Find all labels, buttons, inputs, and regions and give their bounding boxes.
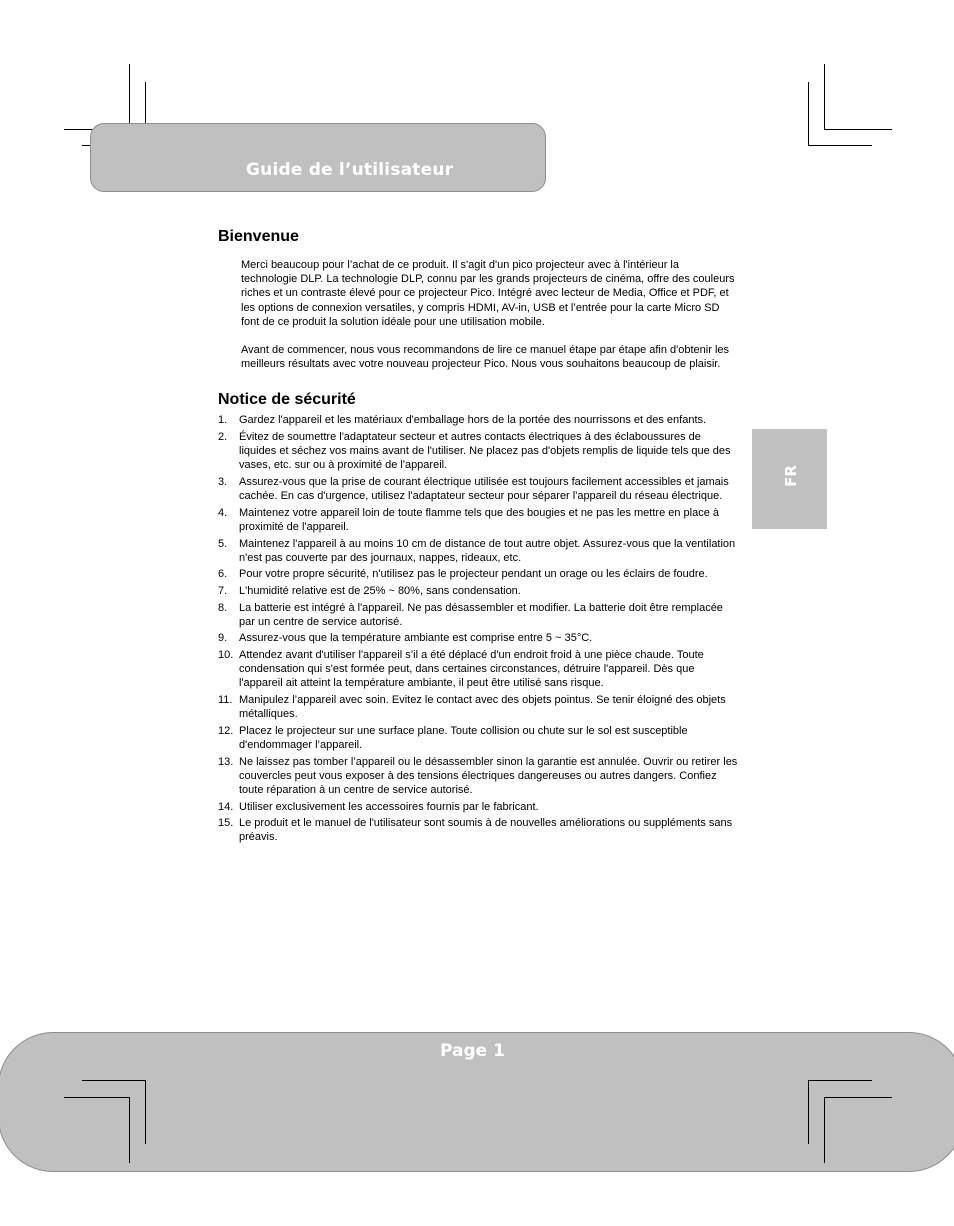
list-item [218, 816, 738, 844]
item-text: Placez le projecteur sur une surface plane. Toute collision ou chute sur le sol est susceptible d'endommager l’appareil. [239, 724, 688, 751]
crop-mark [808, 1080, 809, 1144]
item-text: Assurez-vous que la température ambiante est comprise entre 5 ~ 35°C. [239, 632, 593, 645]
page-title: Guide de l’utilisateur [246, 160, 454, 180]
crop-mark [808, 145, 872, 146]
item-number: 13. [218, 755, 234, 768]
item-number: 9. [218, 632, 228, 645]
item-text: Manipulez l’appareil avec soin. Evitez le contact avec des objets pointus. Se tenir éloigné des objets métalliques. [239, 693, 726, 721]
welcome-heading: Bienvenue [218, 228, 299, 245]
crop-mark [808, 82, 809, 146]
item-text: Assurez-vous que la prise de courant électrique utilisée est toujours facilement accessibles et jamais cachée. En cas d'urgence, utilisez l'adaptateur secteur pour séparer l'appareil du réseau électrique. [239, 476, 729, 503]
list-item [218, 567, 738, 581]
item-text: Utiliser exclusivement les accessoires fournis par le fabricant. [239, 800, 539, 813]
item-text: Maintenez votre appareil loin de toute flamme tels que des bougies et ne pas les mettre en place à proximité de l'appareil. [239, 506, 720, 534]
list-item [218, 800, 738, 814]
item-number: 3. [218, 476, 228, 489]
list-item [218, 475, 738, 503]
item-number: 15. [218, 817, 234, 830]
item-text: Ne laissez pas tomber l’appareil ou le désassembler sinon la garantie est annulée. Ouvrir ou retirer les couvercles peut vous exposer à des tensions électriques dangereuses ou autres dangers. Confiez toute réparation à un centre de service autorisé. [239, 755, 738, 796]
safety-list [218, 413, 738, 844]
crop-mark [808, 1080, 872, 1081]
item-number: 6. [218, 568, 228, 581]
item-text: Attendez avant d'utiliser l'appareil s’il a été déplacé d'un endroit froid à une pièce chaude. Toute condensation qui s'est formée peut, dans certaines circonstances, détruire l'appareil. Dès que l'appareil ait atteint la température ambiante, il peut être utilisé sans risque. [239, 648, 704, 690]
language-tab [752, 429, 827, 529]
item-text: Maintenez l'appareil à au moins 10 cm de distance de tout autre objet. Assurez-vous que la ventilation n'est pas couverte par des journaux, nappes, rideaux, etc. [239, 537, 736, 564]
item-number: 5. [218, 537, 228, 550]
item-text: Le produit et le manuel de l'utilisateur sont soumis à de nouvelles améliorations ou suppléments sans préavis. [239, 817, 733, 844]
crop-mark [824, 1097, 892, 1098]
list-item [218, 601, 738, 629]
crop-mark [824, 1097, 825, 1163]
item-number: 10. [218, 648, 234, 661]
item-number: 12. [218, 724, 234, 737]
crop-mark [64, 1097, 130, 1098]
item-number: 2. [218, 431, 228, 444]
welcome-paragraph: Merci beaucoup pour l’achat de ce produit. Il s'agit d'un pico projecteur avec à l'intérieur la technologie DLP. La technologie DLP, connu par les grands projecteurs de cinéma, offre des couleurs riches et un contraste élevé pour ce projecteur Pico. Intégré avec lecteur de Media, Office et PDF, et les options de connexion versatiles, y compris HDMI, AV-in, USB et l’entrée pour la carte Micro SD font de ce produit la solution idéale pour une utilisation mobile. [241, 259, 735, 328]
list-item [218, 693, 738, 721]
crop-mark [82, 1080, 146, 1081]
list-item [218, 430, 738, 473]
list-item [218, 413, 738, 427]
item-number: 14. [218, 800, 234, 813]
safety-heading: Notice de sécurité [218, 391, 356, 409]
crop-mark [129, 1097, 130, 1163]
list-item [218, 506, 738, 534]
list-item [218, 537, 738, 565]
item-number: 1. [218, 414, 228, 427]
item-number: 11. [218, 693, 233, 706]
page-number: Page 1 [440, 1041, 505, 1061]
item-text: Gardez l'appareil et les matériaux d'emballage hors de la portée des nourrissons et des enfants. [239, 414, 707, 427]
item-number: 7. [218, 585, 228, 597]
list-item [218, 584, 738, 598]
list-item [218, 724, 738, 752]
item-text: La batterie est intégré à l'appareil. Ne pas désassembler et modifier. La batterie doit être remplacée par un centre de service autorisé. [239, 601, 723, 628]
language-label: FR [781, 465, 800, 487]
list-item [218, 755, 738, 798]
item-text: Évitez de soumettre l'adaptateur secteur et autres contacts électriques à des éclaboussures de liquides et séchez vos mains avant de l'utiliser. Ne placez pas d'objets remplis de liquide tels que des vases, etc. sur ou à proximité de l'appareil. [239, 431, 731, 472]
crop-mark [824, 129, 892, 130]
header-tab [90, 123, 546, 192]
list-item [218, 648, 738, 691]
crop-mark [824, 64, 825, 130]
crop-mark [145, 1080, 146, 1144]
item-number: 4. [218, 506, 228, 519]
welcome-paragraph: Avant de commencer, nous vous recommandons de lire ce manuel étape par étape afin d'obtenir les meilleurs résultats avec votre nouveau projecteur Pico. Nous vous souhaitons beaucoup de plaisir. [241, 344, 730, 371]
item-text: L'humidité relative est de 25% ~ 80%, sans condensation. [239, 585, 521, 597]
main-content [218, 228, 738, 847]
item-text: Pour votre propre sécurité, n'utilisez pas le projecteur pendant un orage ou les éclairs de foudre. [239, 568, 708, 581]
item-number: 8. [218, 601, 228, 614]
list-item [218, 631, 738, 645]
